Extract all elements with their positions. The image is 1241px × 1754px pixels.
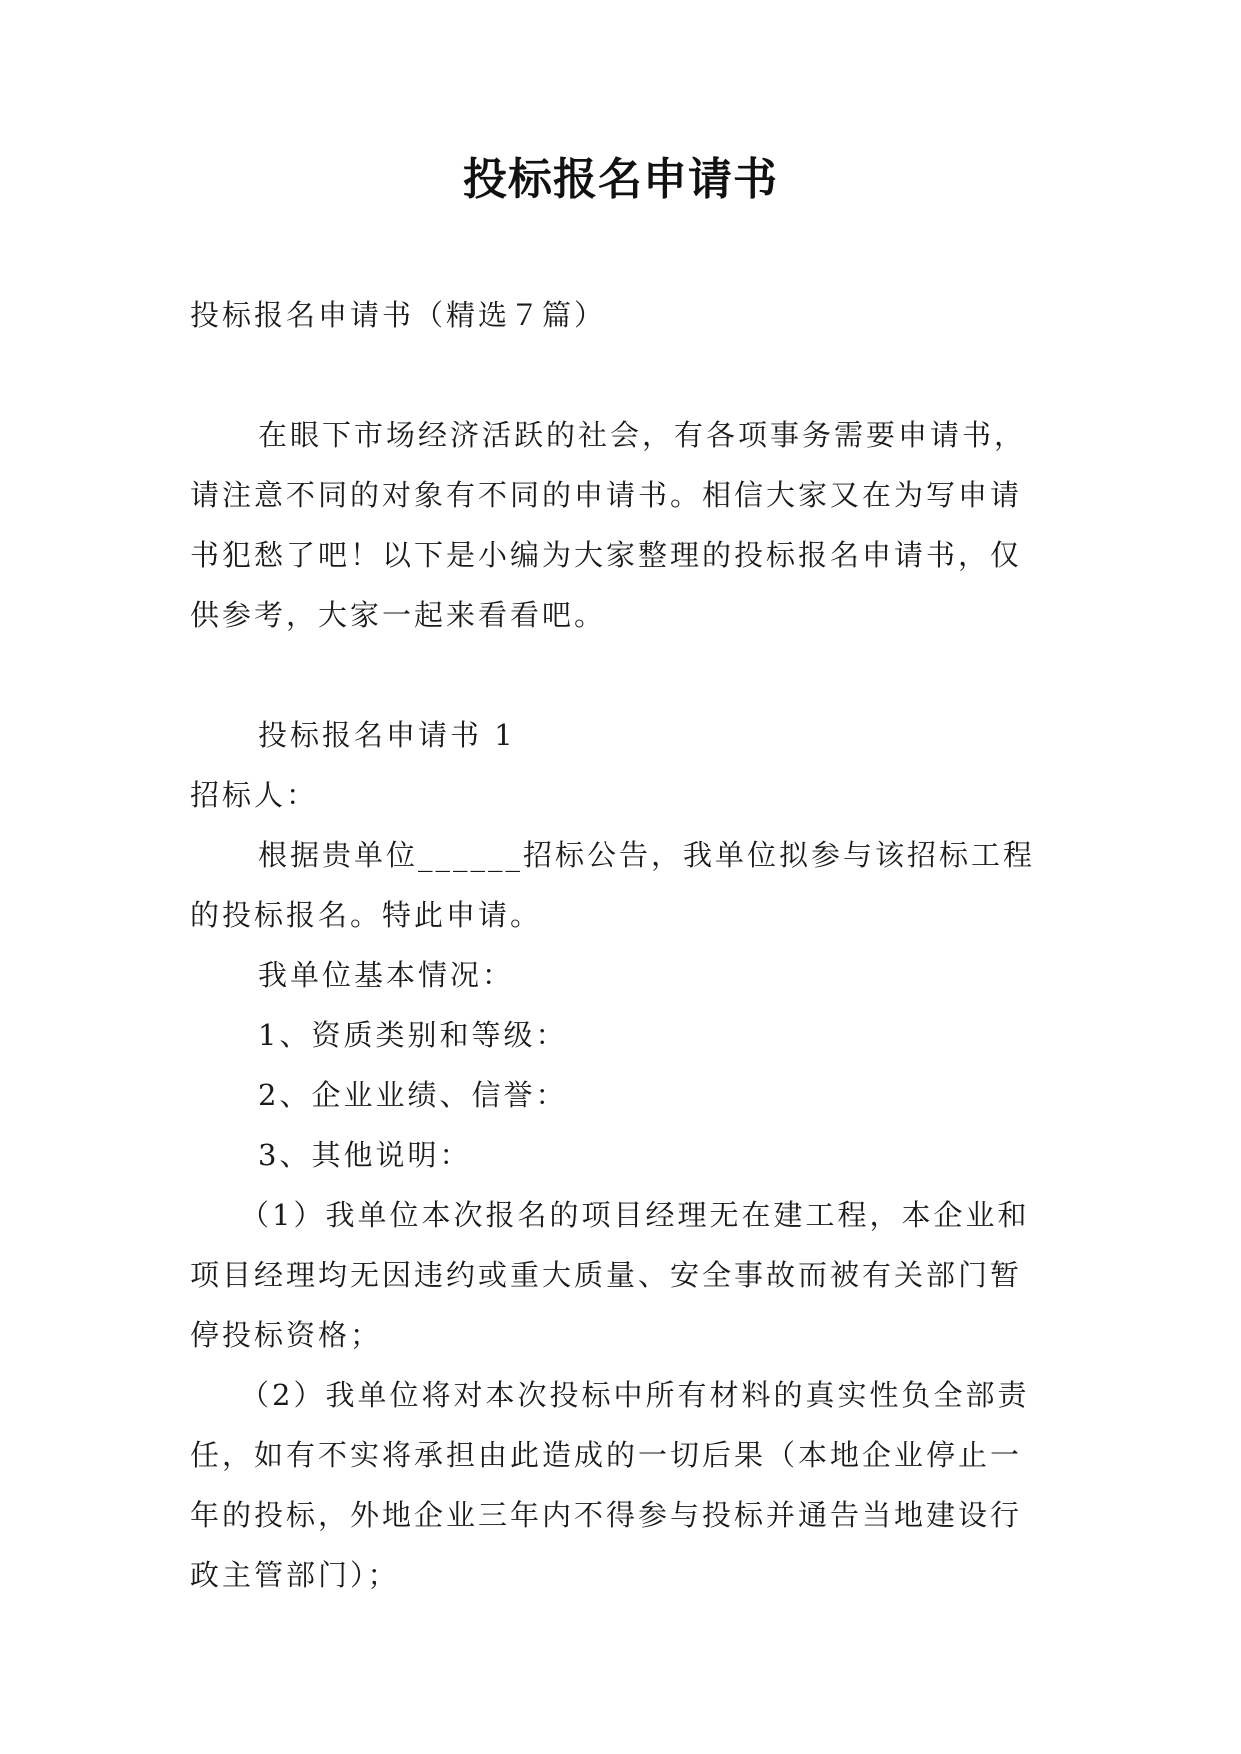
list-item: 3、其他说明： xyxy=(258,1138,472,1172)
basic-info-label: 我单位基本情况： xyxy=(258,958,515,992)
note-paragraph: （1）我单位本次报名的项目经理无在建工程，本企业和项目经理均无因违约或重大质量、安全事故而被有关部门暂停投标资格； xyxy=(190,1198,1030,1352)
note-paragraph: （2）我单位将对本次投标中所有材料的真实性负全部责任，如有不实将承担由此造成的一切后果（本地企业停止一年的投标，外地企业三年内不得参与投标并通告当地建设行政主管部门）； xyxy=(190,1378,1030,1592)
document-body xyxy=(190,285,1052,1605)
page-title: 投标报名申请书 xyxy=(463,154,778,205)
intro-paragraph: 在眼下市场经济活跃的社会，有各项事务需要申请书，请注意不同的对象有不同的申请书。相信大家又在为写申请书犯愁了吧！以下是小编为大家整理的投标报名申请书，仅供参考，大家一起来看看吧。 xyxy=(190,418,1027,632)
list-item: 2、企业业绩、信誉： xyxy=(258,1078,568,1112)
body-paragraph: 根据贵单位______招标公告，我单位拟参与该招标工程的投标报名。特此申请。 xyxy=(190,838,1036,932)
list-item: 1、资质类别和等级： xyxy=(258,1018,568,1052)
addressee: 招标人： xyxy=(190,778,319,812)
subtitle: 投标报名申请书（精选７篇） xyxy=(190,298,607,332)
section-heading: 投标报名申请书 1 xyxy=(258,718,516,752)
